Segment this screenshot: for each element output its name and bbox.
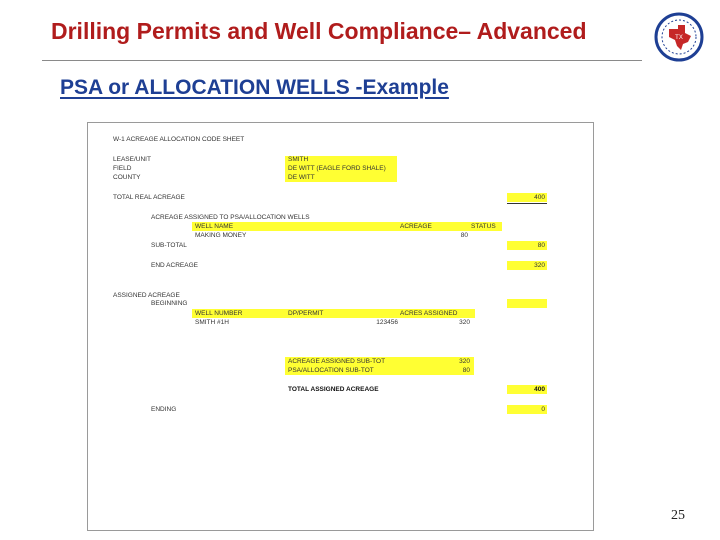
beginning-label: BEGINNING xyxy=(151,300,188,307)
county-label: COUNTY xyxy=(113,174,141,181)
county-value: DE WITT xyxy=(288,174,315,181)
psa-section-label: ACREAGE ASSIGNED TO PSA/ALLOCATION WELLS xyxy=(151,214,310,221)
well-number: SMITH #1H xyxy=(195,319,229,326)
psa-well-name: MAKING MONEY xyxy=(195,232,247,239)
col-well-name: WELL NAME xyxy=(195,223,234,230)
lease-value: SMITH xyxy=(288,156,309,163)
beginning-highlight xyxy=(507,299,547,308)
assigned-acreage-label: ASSIGNED ACREAGE xyxy=(113,292,180,299)
assigned-subtotal-label: ACREAGE ASSIGNED SUB-TOT xyxy=(288,358,386,365)
psa-well-acreage: 80 xyxy=(460,232,468,239)
slide-title: Drilling Permits and Well Compliance– Advanced xyxy=(51,18,587,44)
ending-label: ENDING xyxy=(151,406,177,413)
psa-subtotal-label: PSA/ALLOCATION SUB-TOT xyxy=(288,367,374,374)
total-real-acreage-label: TOTAL REAL ACREAGE xyxy=(113,194,185,201)
psa-subtotal-value: 80 xyxy=(462,367,470,374)
spreadsheet-image xyxy=(87,122,594,531)
seal-label: TX xyxy=(675,35,683,41)
slide-subtitle: PSA or ALLOCATION WELLS -Example xyxy=(60,76,449,99)
total-real-acreage-value: 400 xyxy=(534,194,545,201)
col-acres-assigned: ACRES ASSIGNED xyxy=(400,310,458,317)
col-permit: DP/PERMIT xyxy=(288,310,324,317)
total-assigned-label: TOTAL ASSIGNED ACREAGE xyxy=(288,386,379,393)
end-acreage-label: END ACREAGE xyxy=(151,262,198,269)
lease-label: LEASE/UNIT xyxy=(113,156,151,163)
total-divider xyxy=(507,203,547,204)
field-value: DE WITT (EAGLE FORD SHALE) xyxy=(288,165,386,172)
assigned-subtotal-value: 320 xyxy=(459,358,470,365)
sheet-heading: W-1 ACREAGE ALLOCATION CODE SHEET xyxy=(113,136,245,143)
title-divider xyxy=(42,60,642,61)
subtotal-value: 80 xyxy=(537,242,545,249)
railroad-commission-seal-icon xyxy=(654,12,704,62)
total-assigned-value: 400 xyxy=(534,386,545,393)
ending-value: 0 xyxy=(541,406,545,413)
subtotal-label: SUB-TOTAL xyxy=(151,242,187,249)
page-number: 25 xyxy=(671,508,685,523)
end-acreage-value: 320 xyxy=(534,262,545,269)
psa-header-highlight xyxy=(192,222,502,231)
col-status: STATUS xyxy=(471,223,496,230)
acres-assigned: 320 xyxy=(459,319,470,326)
col-well-number: WELL NUMBER xyxy=(195,310,243,317)
permit-number: 123456 xyxy=(376,319,398,326)
col-acreage: ACREAGE xyxy=(400,223,432,230)
field-label: FIELD xyxy=(113,165,132,172)
